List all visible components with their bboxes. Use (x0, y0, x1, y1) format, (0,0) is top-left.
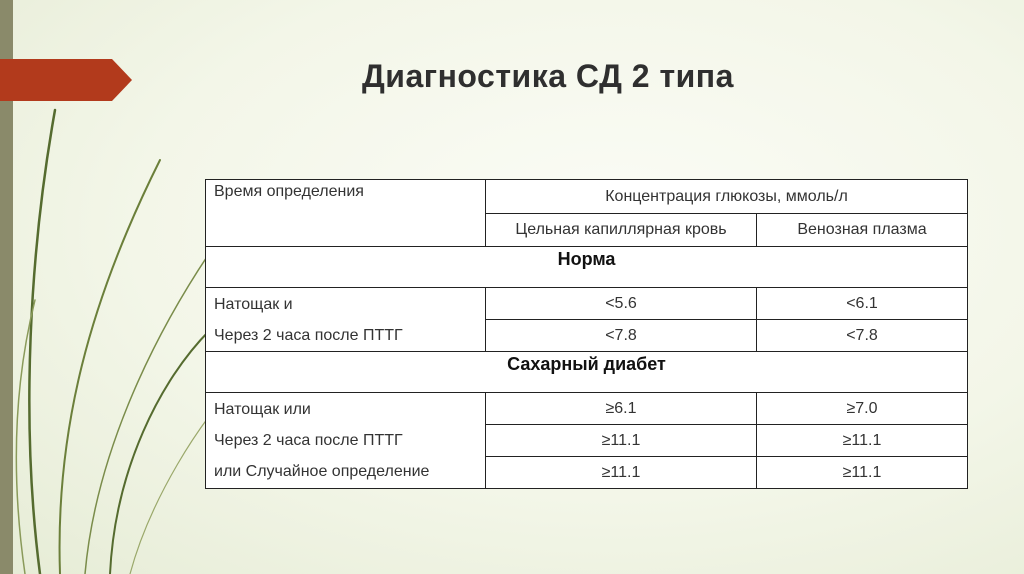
section-row-diabetes (206, 352, 968, 393)
norm-capillary-fasting: <5.6 (486, 288, 757, 320)
section-row-norm (206, 247, 968, 288)
diabetes-labels (206, 393, 486, 489)
diabetes-label-fasting: Натощак или (214, 401, 311, 418)
header-concentration: Концентрация глюкозы, ммоль/л (486, 180, 968, 214)
diabetes-venous-fasting: ≥7.0 (757, 393, 968, 425)
table-header-row (206, 180, 968, 214)
diabetes-capillary-random: ≥11.1 (486, 457, 757, 489)
header-capillary: Цельная капиллярная кровь (486, 214, 757, 247)
header-time: Время определения (206, 180, 486, 247)
diabetes-venous-after-test: ≥11.1 (757, 425, 968, 457)
table-row (206, 393, 968, 425)
page-title: Диагностика СД 2 типа (362, 58, 734, 94)
norm-capillary-after-test: <7.8 (486, 320, 757, 352)
diabetes-capillary-fasting: ≥6.1 (486, 393, 757, 425)
title-accent-arrow (0, 59, 132, 101)
diabetes-label-after-test: Через 2 часа после ПТТГ (214, 432, 403, 449)
section-title-diabetes: Сахарный диабет (206, 352, 968, 393)
glucose-diagnostics-table (205, 179, 968, 489)
table-row (206, 288, 968, 320)
norm-label-after-test: Через 2 часа после ПТТГ (214, 326, 403, 344)
norm-venous-after-test: <7.8 (757, 320, 968, 352)
norm-label-fasting: Натощак и (214, 295, 293, 313)
section-title-norm: Норма (206, 247, 968, 288)
diabetes-venous-random: ≥11.1 (757, 457, 968, 489)
norm-venous-fasting: <6.1 (757, 288, 968, 320)
diabetes-label-random: или Случайное определение (214, 463, 430, 480)
header-venous: Венозная плазма (757, 214, 968, 247)
diabetes-capillary-after-test: ≥11.1 (486, 425, 757, 457)
norm-labels (206, 288, 486, 352)
